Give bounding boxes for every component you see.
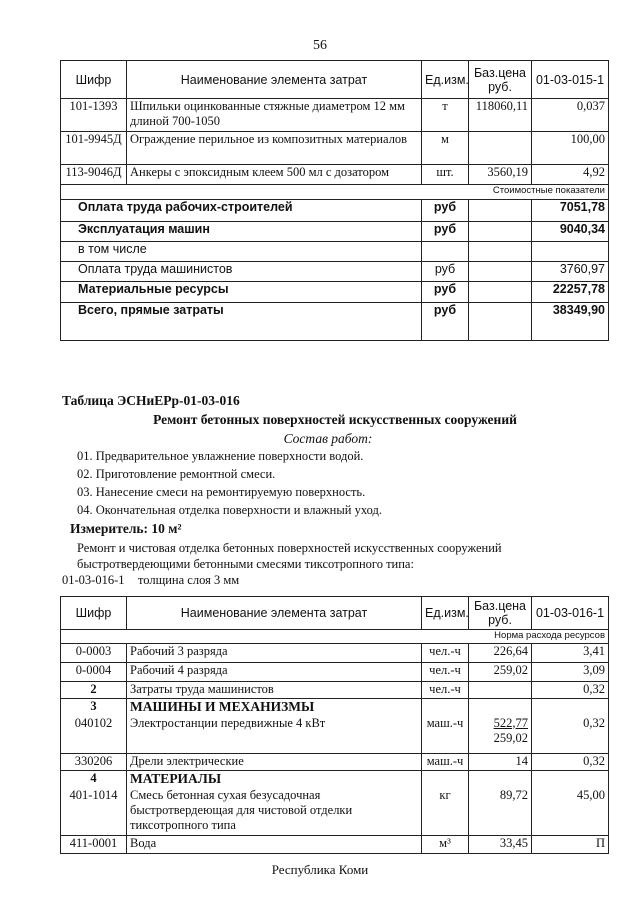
cost-row (61, 222, 609, 242)
section-subtitle: Ремонт бетонных поверхностей искусственных сооружений (153, 412, 517, 427)
row-value: 4,92 (532, 165, 609, 185)
cost-value: 7051,78 (532, 200, 609, 222)
table-row (61, 771, 609, 788)
row-unit: маш.-ч (422, 754, 469, 771)
row-value: 0,32 (532, 754, 609, 771)
table-row (61, 99, 609, 132)
table-row (61, 132, 609, 165)
row-value: 45,00 (532, 788, 609, 836)
row-name: Дрели электрические (127, 754, 422, 771)
row-name: Ограждение перильное из композитных материалов (127, 132, 422, 165)
row-unit: т (422, 99, 469, 132)
cost-unit: руб (422, 200, 469, 222)
row-name: Вода (127, 836, 422, 854)
cost-name: Оплата труда машинистов (61, 262, 422, 282)
row-price (469, 716, 532, 754)
row-value: 100,00 (532, 132, 609, 165)
row-code: 401-1014 (61, 788, 127, 836)
header-code-col: 01-03-015-1 (532, 61, 609, 99)
row-unit: чел.-ч (422, 663, 469, 682)
header-code: Шифр (61, 597, 127, 630)
table-row (61, 716, 609, 754)
row-name: Рабочий 4 разряда (127, 663, 422, 682)
cost-name: Эксплуатация машин (61, 222, 422, 242)
row-code: 101-1393 (61, 99, 127, 132)
header-price: Баз.цена руб. (469, 597, 532, 630)
row-value: 3,41 (532, 644, 609, 663)
row-price: 14 (469, 754, 532, 771)
meter: Измеритель: 10 м² (70, 521, 182, 536)
cost-value: 38349,90 (532, 303, 609, 341)
cost-name: в том числе (61, 242, 422, 262)
row-value: 0,32 (532, 716, 609, 754)
work-item: 02. Приготовление ремонтной смеси. (77, 467, 276, 481)
row-price: 226,64 (469, 644, 532, 663)
row-price: 118060,11 (469, 99, 532, 132)
header-price: Баз.цена руб. (469, 61, 532, 99)
row-code: 4 (61, 771, 127, 788)
cost-row (61, 262, 609, 282)
description-line: быстротвердеющими бетонными смесями тиксотропного типа: (77, 557, 414, 571)
row-code: 0-0003 (61, 644, 127, 663)
section-label: Норма расхода ресурсов (61, 630, 609, 644)
work-title: Состав работ: (283, 431, 373, 446)
row-unit: м³ (422, 836, 469, 854)
row-price: 3560,19 (469, 165, 532, 185)
cost-row (61, 282, 609, 303)
row-price (469, 132, 532, 165)
row-code: 113-9046Д (61, 165, 127, 185)
cost-unit: руб (422, 303, 469, 341)
row-price: 33,45 (469, 836, 532, 854)
cost-row (61, 242, 609, 262)
row-price (469, 682, 532, 699)
row-value: 0,037 (532, 99, 609, 132)
row-price: 89,72 (469, 788, 532, 836)
row-name: Шпильки оцинкованные стяжные диаметром 12 мм длиной 700-1050 (127, 99, 422, 132)
row-code: 2 (61, 682, 127, 699)
description-line: Ремонт и чистовая отделка бетонных поверхностей искусственных сооружений (77, 541, 502, 555)
cost-unit: руб (422, 222, 469, 242)
row-unit: чел.-ч (422, 682, 469, 699)
row-unit: чел.-ч (422, 644, 469, 663)
row-code: 411-0001 (61, 836, 127, 854)
cost-unit: руб (422, 282, 469, 303)
header-unit: Ед.изм. (422, 61, 469, 99)
variant-code: 01-03-016-1 (62, 573, 125, 587)
row-unit: кг (422, 788, 469, 836)
cost-name: Всего, прямые затраты (61, 303, 422, 341)
table-row (61, 754, 609, 771)
row-name: МАШИНЫ И МЕХАНИЗМЫ (127, 699, 422, 716)
table-resources-016 (60, 596, 609, 854)
row-name: Затраты труда машинистов (127, 682, 422, 699)
row-unit: маш.-ч (422, 716, 469, 754)
table-row (61, 682, 609, 699)
work-item: 01. Предварительное увлажнение поверхности водой. (77, 449, 364, 463)
section-label: Стоимостные показатели (61, 185, 609, 200)
row-code: 040102 (61, 716, 127, 754)
page-footer: Республика Коми (271, 862, 369, 877)
cost-row (61, 200, 609, 222)
row-value: П (532, 836, 609, 854)
row-code: 3 (61, 699, 127, 716)
row-name: Электростанции передвижные 4 кВт (127, 716, 422, 754)
header-code-col: 01-03-016-1 (532, 597, 609, 630)
work-item: 03. Нанесение смеси на ремонтируемую поверхность. (77, 485, 366, 499)
row-unit: шт. (422, 165, 469, 185)
cost-unit: руб (422, 262, 469, 282)
price-value: 522,77 (493, 715, 528, 730)
table-row (61, 836, 609, 854)
header-code: Шифр (61, 61, 127, 99)
row-unit: м (422, 132, 469, 165)
header-name: Наименование элемента затрат (127, 61, 422, 99)
table-resources-015 (60, 60, 609, 341)
table-row (61, 663, 609, 682)
table-row (61, 644, 609, 663)
row-name: Рабочий 3 разряда (127, 644, 422, 663)
row-code: 101-9945Д (61, 132, 127, 165)
table-row (61, 699, 609, 716)
row-name: Анкеры с эпоксидным клеем 500 мл с дозатором (127, 165, 422, 185)
row-name: МАТЕРИАЛЫ (127, 771, 422, 788)
cost-name: Оплата труда рабочих-строителей (61, 200, 422, 222)
variant-text: толщина слоя 3 мм (138, 573, 240, 587)
row-name: Смесь бетонная сухая безусадочная быстротвердеющая для чистовой отделки тиксотропного типа (127, 788, 422, 836)
table-row (61, 788, 609, 836)
cost-name: Материальные ресурсы (61, 282, 422, 303)
price-value-2: 259,02 (493, 730, 528, 745)
page-number: 56 (313, 38, 327, 53)
cost-value: 3760,97 (532, 262, 609, 282)
cost-value: 22257,78 (532, 282, 609, 303)
row-value: 0,32 (532, 682, 609, 699)
header-unit: Ед.изм. (422, 597, 469, 630)
table-row (61, 165, 609, 185)
row-value: 3,09 (532, 663, 609, 682)
table-title: Таблица ЭСНиЕРр-01-03-016 (62, 393, 240, 408)
cost-value: 9040,34 (532, 222, 609, 242)
header-name: Наименование элемента затрат (127, 597, 422, 630)
cost-row (61, 303, 609, 341)
work-item: 04. Окончательная отделка поверхности и влажный уход. (77, 503, 382, 517)
row-code: 0-0004 (61, 663, 127, 682)
row-price: 259,02 (469, 663, 532, 682)
row-code: 330206 (61, 754, 127, 771)
